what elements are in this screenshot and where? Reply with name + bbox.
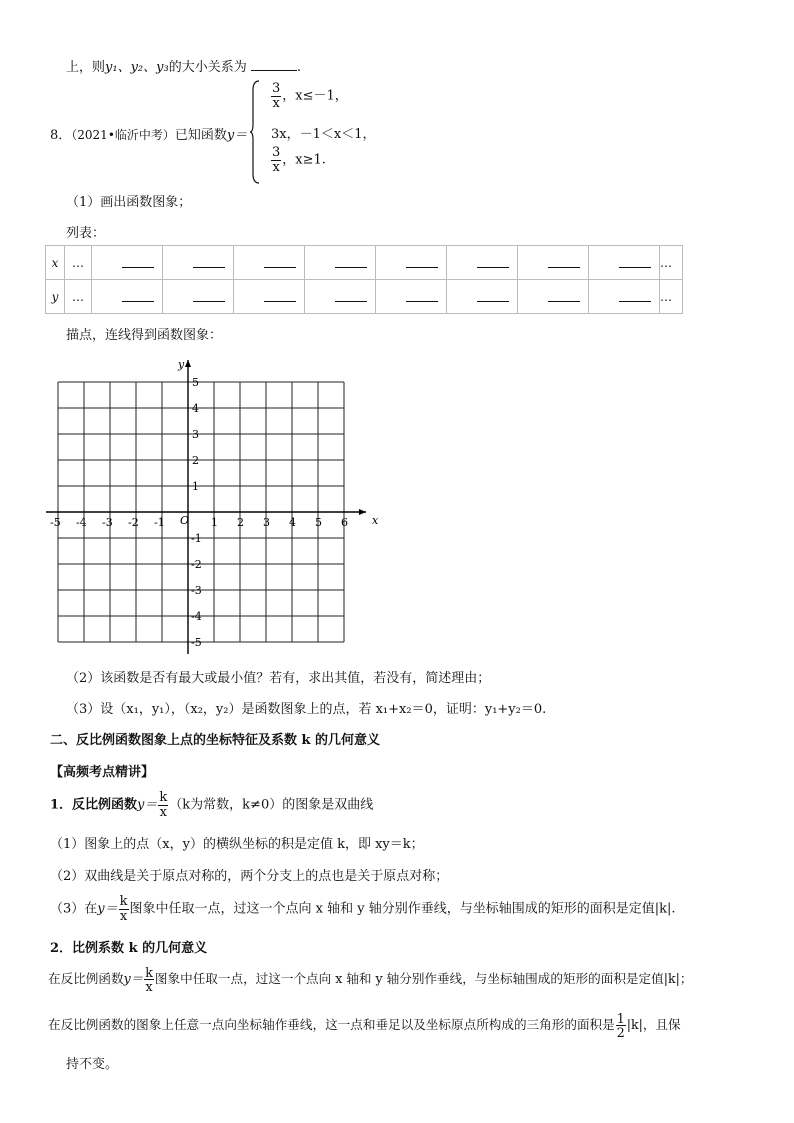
case-1-fraction [271, 82, 281, 110]
p2-1-num: k [145, 965, 153, 980]
p1-head-b: （k为常数，k≠0）的图象是双曲线 [169, 797, 374, 813]
cell[interactable] [163, 246, 234, 280]
x-tick-label: 1 [211, 516, 218, 529]
q8-part3: （3）设（x₁，y₁），（x₂，y₂）是函数图象上的点，若 x₁+x₂＝0，证明：y₁+y₂＝0. [66, 702, 547, 717]
x-tick-label: 4 [289, 516, 296, 529]
row-end-y: … [660, 280, 683, 314]
x-tick-label: -5 [50, 516, 61, 529]
case-1-cond: ，x≤－1， [282, 88, 348, 104]
p1-item-1: （1）图象上的点（x，y）的横纵坐标的积是定值 k，即 xy＝k； [50, 837, 424, 852]
x-tick-label: 5 [315, 516, 322, 529]
p2-2a: 在反比例函数的图象上任意一点向坐标轴作垂线，这一点和垂足以及坐标原点所构成的三角形的面积是 [48, 1017, 615, 1033]
x-tick-label: -1 [154, 516, 165, 529]
q8-source: （2021•临沂中考） [71, 128, 175, 142]
p1-item-2: （2）双曲线是关于原点对称的，两个分支上的点也是关于原点对称； [50, 869, 449, 884]
p1-den: x [159, 804, 168, 820]
y-tick-label: 5 [192, 376, 199, 389]
table-row-y [46, 280, 683, 314]
case-3 [270, 146, 326, 174]
case-3-fraction [271, 146, 281, 174]
p1-item-3 [50, 895, 676, 923]
intro-line [66, 56, 301, 75]
p1-3-num: k [119, 894, 128, 909]
y-tick-label: -1 [191, 532, 202, 545]
case-1 [270, 82, 348, 110]
intro-suffix: 的大小关系为 [168, 60, 247, 75]
x-tick-label: -2 [128, 516, 139, 529]
cell[interactable] [589, 246, 660, 280]
answer-blank[interactable] [251, 58, 297, 71]
p2-2-fraction [616, 1012, 626, 1039]
p2-line-3: 持不变。 [66, 1057, 119, 1072]
row-start-y: … [65, 280, 92, 314]
cell[interactable] [234, 280, 305, 314]
p2-1a: 在反比例函数 [48, 971, 124, 987]
section-subtitle: 【高频考点精讲】 [50, 765, 155, 780]
case-2-expr: 3x，－1＜x＜1， [271, 127, 376, 142]
cell[interactable] [163, 280, 234, 314]
plot-label: 描点，连线得到函数图象： [66, 328, 223, 343]
y-tick-label: 4 [192, 402, 199, 415]
p2-1-den: x [145, 979, 153, 995]
cell[interactable] [518, 246, 589, 280]
y-axis-arrow [185, 360, 191, 367]
y-axis-label: y [178, 358, 185, 371]
p1-head [50, 791, 373, 819]
y-tick-label: -3 [191, 584, 202, 597]
cell[interactable] [92, 280, 163, 314]
cell[interactable] [305, 280, 376, 314]
p2-2-den: 2 [616, 1025, 625, 1041]
cell[interactable] [447, 280, 518, 314]
y-tick-label: -4 [191, 610, 202, 623]
table-label: 列表： [66, 226, 106, 241]
y-tick-label: -5 [191, 636, 202, 649]
p1-3a: （3）在 [50, 901, 98, 917]
p1-3-den: x [119, 908, 128, 924]
x-axis-arrow [359, 509, 366, 515]
q8-fn: y＝ [226, 128, 248, 143]
p1-3-fn: y＝ [97, 901, 118, 917]
intro-prefix: 上，则 [66, 60, 106, 75]
cell[interactable] [234, 246, 305, 280]
q8-header [50, 124, 247, 143]
p1-3b: 图象中任取一点，过这一个点向 x 轴和 y 轴分别作垂线，与坐标轴围成的矩形的面积是定值|k|. [129, 901, 676, 917]
x-tick-label: -3 [102, 516, 113, 529]
y-tick-label: -2 [191, 558, 202, 571]
intro-end: . [296, 60, 301, 75]
row-var-y: y [46, 280, 65, 314]
cell[interactable] [376, 246, 447, 280]
p2-1-fn: y＝ [123, 971, 144, 987]
p2-2-num: 1 [616, 1011, 625, 1026]
p1-num: k [159, 790, 168, 805]
x-tick-label: -4 [76, 516, 87, 529]
p1-fn: y＝ [137, 797, 158, 813]
x-axis-label: x [372, 514, 379, 527]
p2-1-fraction [144, 966, 154, 993]
p1-fraction [158, 791, 168, 819]
row-start-x: … [65, 246, 92, 280]
row-var-x: x [46, 246, 65, 280]
value-table [45, 245, 683, 314]
q8-part1: （1）画出函数图象； [66, 195, 192, 210]
case-3-den: x [272, 159, 280, 175]
table-row-x [46, 246, 683, 280]
x-tick-label: 6 [341, 516, 348, 529]
p1-head-a: 1．反比例函数 [50, 797, 138, 813]
intro-vars: y₁、y₂、y₃ [105, 60, 169, 75]
p1-3-fraction [119, 895, 129, 923]
y-tick-label: 2 [192, 454, 199, 467]
p2-line-2 [48, 1012, 681, 1039]
cell[interactable] [305, 246, 376, 280]
p2-1b: 图象中任取一点，过这一个点向 x 轴和 y 轴分别作垂线，与坐标轴围成的矩形的面积是定值|k|； [154, 971, 693, 987]
case-2 [271, 123, 375, 142]
origin-label: O [180, 514, 190, 527]
x-tick-label: 2 [237, 516, 244, 529]
y-tick-label: 1 [192, 480, 199, 493]
section-title: 二、反比例函数图象上点的坐标特征及系数 k 的几何意义 [50, 733, 381, 748]
q8-part2: （2）该函数是否有最大或最小值？若有，求出其值，若没有，简述理由； [66, 671, 491, 686]
p2-line-1 [48, 966, 692, 993]
case-1-num: 3 [272, 81, 281, 96]
q8-number: 8． [50, 128, 72, 143]
y-tick-label: 3 [192, 428, 199, 441]
cell[interactable] [92, 246, 163, 280]
case-1-den: x [272, 95, 280, 111]
p2-head: 2．比例系数 k 的几何意义 [50, 941, 208, 956]
cell[interactable] [518, 280, 589, 314]
case-3-num: 3 [272, 145, 281, 160]
cell[interactable] [589, 280, 660, 314]
x-tick-label: 3 [263, 516, 270, 529]
p2-2b: |k|，且保 [626, 1017, 681, 1033]
piecewise-brace [250, 80, 260, 184]
row-end-x: … [660, 246, 683, 280]
q8-lead: 已知函数 [174, 128, 227, 143]
cell[interactable] [447, 246, 518, 280]
case-3-cond: ，x≥1. [282, 152, 326, 168]
cell[interactable] [376, 280, 447, 314]
coordinate-grid [50, 352, 400, 657]
